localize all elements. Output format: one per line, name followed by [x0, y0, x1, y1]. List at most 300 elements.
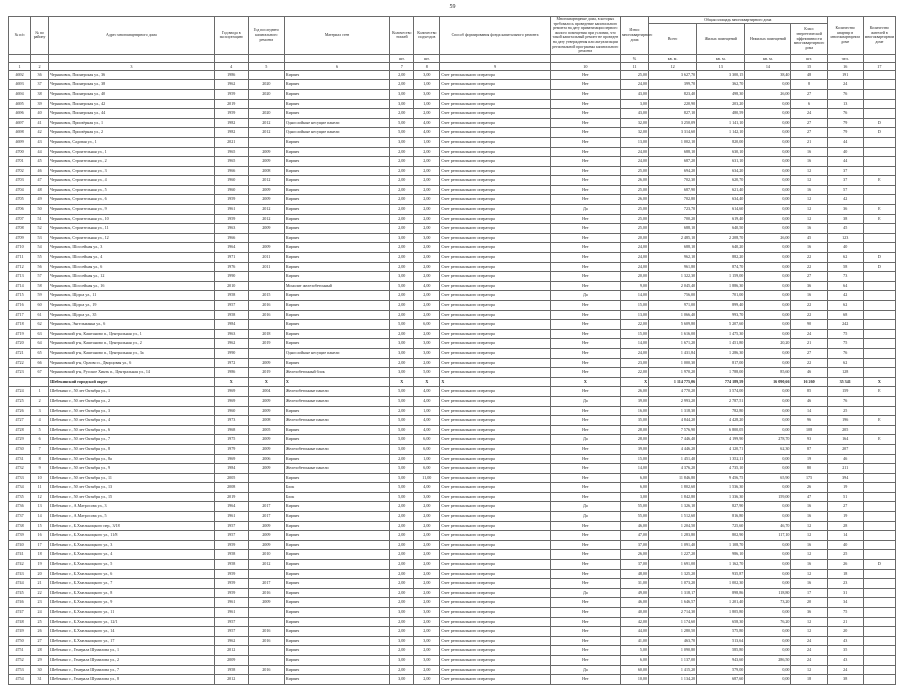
cell-a3: 0,00 [745, 253, 791, 263]
cell-cls: D [863, 262, 895, 272]
cell-cls [863, 636, 895, 646]
cell-mat: Блок [284, 492, 389, 502]
column-number: 2 [31, 62, 49, 70]
cell-n: 4749 [9, 627, 31, 637]
cell-apts: 87 [791, 444, 827, 454]
cell-fund: Счет регионального оператора [440, 608, 550, 618]
cell-apts: 16 [791, 291, 827, 301]
cell-a1: 1 802,60 [649, 483, 697, 493]
cell-a3: 0,00 [745, 176, 791, 186]
cell-fl: 5,00 [390, 281, 414, 291]
cell-a2: 687,60 [697, 675, 745, 685]
cell-a1: 1 002,10 [649, 137, 697, 147]
cell-y1: 1957 [214, 301, 248, 311]
cell-mat: Кирпич [284, 550, 389, 560]
cell-en: 2,00 [414, 205, 440, 215]
column-number: 5 [248, 62, 284, 70]
table-row [9, 550, 896, 560]
cell-a1: 702,80 [649, 195, 697, 205]
cell-apts: 12 [791, 195, 827, 205]
cell-mat: Кирпич [284, 579, 389, 589]
col-header-area-nonliving: Нежилых помещений [745, 24, 791, 55]
cell-n: 4724 [9, 387, 31, 397]
cell-y1: 1969 [214, 396, 248, 406]
cell-wear: 23,00 [620, 358, 648, 368]
cell-apts: 27 [791, 118, 827, 128]
cell-a1: 1 227,20 [649, 550, 697, 560]
cell-prev: Нет [550, 243, 620, 253]
cell-addr: Шебекино г., Б.Хмельницкого ул., 3 [49, 540, 215, 550]
cell-addr: Шебекино г., 50 лет Октября ул., 13 [49, 483, 215, 493]
cell-apts: 6 [791, 99, 827, 109]
cell-fund: Счет регионального оператора [440, 569, 550, 579]
cell-fund: Счет регионального оператора [440, 560, 550, 570]
cell-y1: 1959 [214, 214, 248, 224]
cell-fl: 5,00 [390, 435, 414, 445]
cell-wear: 3,00 [620, 492, 648, 502]
cell-n: 4699 [9, 137, 31, 147]
cell-prev: Нет [550, 233, 620, 243]
cell-a3: 0,00 [745, 224, 791, 234]
cell-fund: Счет регионального оператора [440, 301, 550, 311]
cell-n [9, 377, 31, 387]
cell-nr: 43 [31, 137, 49, 147]
table-row [9, 627, 896, 637]
cell-nr: 57 [31, 272, 49, 282]
cell-a1: 756,00 [649, 291, 697, 301]
cell-y1: 1963 [214, 329, 248, 339]
cell-fund: Счет регионального оператора [440, 137, 550, 147]
cell-fl: 3,00 [390, 272, 414, 282]
cell-prev: Нет [550, 569, 620, 579]
cell-fund: Счет регионального оператора [440, 406, 550, 416]
cell-nr: 9 [31, 464, 49, 474]
cell-en: 2,00 [414, 310, 440, 320]
cell-wear: 25,00 [620, 214, 648, 224]
cell-wear: 24,00 [620, 157, 648, 167]
cell-a1: 1 970,20 [649, 368, 697, 378]
cell-nr: 53 [31, 233, 49, 243]
cell-a1: 1 114 775,06 [649, 377, 697, 387]
cell-a2: 1 286,30 [697, 348, 745, 358]
cell-a3: 0,00 [745, 540, 791, 550]
cell-y2: 2012 [248, 560, 284, 570]
table-row [9, 128, 896, 138]
cell-addr: Шебекино г., 50 лет Октября ул., 1 [49, 387, 215, 397]
cell-apts: 16 [791, 147, 827, 157]
cell-y1: 1958 [214, 310, 248, 320]
cell-apts: 21 [791, 137, 827, 147]
cell-fund: Счет регионального оператора [440, 425, 550, 435]
cell-y2: 2020 [248, 80, 284, 90]
cell-wear: 43,00 [620, 109, 648, 119]
cell-y2 [248, 70, 284, 80]
cell-y2: 2004 [248, 387, 284, 397]
cell-prev: X [550, 377, 620, 387]
table-row [9, 224, 896, 234]
cell-fl: 2,00 [390, 310, 414, 320]
cell-res: 28 [827, 521, 863, 531]
cell-y1: 1982 [214, 118, 248, 128]
cell-a3: 0,00 [745, 646, 791, 656]
cell-prev: Нет [550, 608, 620, 618]
cell-fl: 5,00 [390, 444, 414, 454]
cell-nr: 14 [31, 512, 49, 522]
cell-fl: 3,00 [390, 675, 414, 685]
cell-y2: 2009 [248, 444, 284, 454]
cell-a2: 480,59 [697, 109, 745, 119]
cell-y2: 2012 [248, 176, 284, 186]
cell-a3: 0,00 [745, 109, 791, 119]
cell-fl: 2,00 [390, 243, 414, 253]
cell-a1: 2 485,10 [649, 233, 697, 243]
cell-res: 43 [827, 636, 863, 646]
cell-cls [863, 425, 895, 435]
cell-a3: 0,00 [745, 310, 791, 320]
cell-apts: 48 [791, 70, 827, 80]
cell-nr: 46 [31, 166, 49, 176]
cell-res: 68 [827, 310, 863, 320]
cell-wear: 6,00 [620, 483, 648, 493]
cell-a3: 62,30 [745, 444, 791, 454]
col-header-wear: Износ многоквартирного дома [620, 17, 648, 55]
cell-a2: 621,40 [697, 185, 745, 195]
cell-cls [863, 301, 895, 311]
cell-cls [863, 339, 895, 349]
cell-y1: 1961 [214, 512, 248, 522]
cell-y1: 1958 [214, 665, 248, 675]
cell-prev: Нет [550, 655, 620, 665]
cell-fl: 2,00 [390, 224, 414, 234]
cell-addr: Шебекино г., Б.Хмельницкого ул., 11/8 [49, 531, 215, 541]
cell-nr: 24 [31, 608, 49, 618]
cell-y1: 1957 [214, 531, 248, 541]
cell-n: 4727 [9, 416, 31, 426]
cell-y2: 2020 [248, 109, 284, 119]
cell-y2: 2008 [248, 166, 284, 176]
cell-a3: 0,00 [745, 147, 791, 157]
table-row [9, 492, 896, 502]
cell-prev: Нет [550, 185, 620, 195]
cell-en: 3,00 [414, 233, 440, 243]
cell-wear: 37,00 [620, 560, 648, 570]
cell-a1: 1 137,00 [649, 655, 697, 665]
cell-y1: 1966 [214, 233, 248, 243]
cell-res: 40 [827, 540, 863, 550]
cell-fund: Счет регионального оператора [440, 157, 550, 167]
cell-fund: Счет регионального оператора [440, 387, 550, 397]
cell-prev: Нет [550, 675, 620, 685]
cell-prev: Нет [550, 176, 620, 186]
cell-a2: 5 207,60 [697, 320, 745, 330]
cell-nr: 49 [31, 195, 49, 205]
cell-a1: 1 646,57 [649, 598, 697, 608]
cell-n: 4698 [9, 128, 31, 138]
cell-a2: 935,87 [697, 569, 745, 579]
cell-wear: 20,00 [620, 272, 648, 282]
cell-fund: Счет регионального оператора [440, 339, 550, 349]
cell-n: 4753 [9, 665, 31, 675]
cell-n: 4717 [9, 310, 31, 320]
cell-a2: 634,20 [697, 166, 745, 176]
cell-a3: 0,00 [745, 406, 791, 416]
cell-n: 4736 [9, 502, 31, 512]
cell-wear: 41,00 [620, 636, 648, 646]
cell-mat: Кирпич [284, 253, 389, 263]
cell-cls [863, 368, 895, 378]
cell-wear: 42,00 [620, 617, 648, 627]
cell-fl: 5,00 [390, 416, 414, 426]
column-number: 6 [284, 62, 389, 70]
cell-a1: 7 576,90 [649, 425, 697, 435]
cell-fl: 2,00 [390, 617, 414, 627]
cell-fl: 2,00 [390, 512, 414, 522]
cell-cls [863, 627, 895, 637]
cell-fund: Счет регионального оператора [440, 502, 550, 512]
cell-cls [863, 310, 895, 320]
cell-prev: Нет [550, 521, 620, 531]
cell-cls: E [863, 416, 895, 426]
cell-mat: Кирпич [284, 109, 389, 119]
cell-prev: Да [550, 291, 620, 301]
table-row [9, 118, 896, 128]
cell-n: 4747 [9, 608, 31, 618]
cell-addr: Шебекино г., 50 лет Октября ул., 8а [49, 454, 215, 464]
cell-fund: Счет регионального оператора [440, 348, 550, 358]
cell-nr: 29 [31, 655, 49, 665]
cell-fl: 2,00 [390, 329, 414, 339]
cell-n: 4723 [9, 368, 31, 378]
cell-n: 4721 [9, 348, 31, 358]
column-number: 9 [440, 62, 550, 70]
cell-n: 4735 [9, 492, 31, 502]
table-row [9, 301, 896, 311]
cell-wear: 26,00 [620, 176, 648, 186]
cell-apts: 47 [791, 492, 827, 502]
cell-res: 21 [827, 617, 863, 627]
table-row [9, 166, 896, 176]
cell-cls [863, 473, 895, 483]
cell-a2: 1 002,30 [697, 579, 745, 589]
cell-addr: Шебекино г., 50 лет Октября ул., 9 [49, 464, 215, 474]
cell-cls: D [863, 118, 895, 128]
cell-res: 73 [827, 272, 863, 282]
cell-prev: Да [550, 205, 620, 215]
cell-a1: 3 250,09 [649, 118, 697, 128]
cell-nr: 31 [31, 675, 49, 685]
cell-mat: Монолит железобетонный [284, 281, 389, 291]
cell-y1: 1962 [214, 80, 248, 90]
cell-n: 4751 [9, 646, 31, 656]
cell-addr: Черняховский р-н, Орлово п., Дворцовая ул., 6 [49, 358, 215, 368]
cell-apts: 22 [791, 310, 827, 320]
cell-y2: 2012 [248, 118, 284, 128]
cell-addr: Шебекино г., Генерала Шумилова ул., 8 [49, 675, 215, 685]
cell-nr: 3 [31, 406, 49, 416]
cell-mat: Кирпич [284, 540, 389, 550]
cell-a1: 1 090,80 [649, 646, 697, 656]
cell-wear: 24,00 [620, 80, 648, 90]
cell-res: 196 [827, 416, 863, 426]
cell-fl: 2,00 [390, 358, 414, 368]
cell-a2: 640,50 [697, 224, 745, 234]
cell-y2 [248, 646, 284, 656]
cell-en: 2,00 [414, 358, 440, 368]
cell-n: 4733 [9, 473, 31, 483]
cell-en: 2,00 [414, 512, 440, 522]
cell-en: 2,00 [414, 617, 440, 627]
cell-fund: Счет регионального оператора [440, 320, 550, 330]
cell-cls [863, 483, 895, 493]
cell-nr: 51 [31, 214, 49, 224]
cell-n: 4750 [9, 636, 31, 646]
cell-y2: 2009 [248, 147, 284, 157]
cell-a1: 1 415,20 [649, 665, 697, 675]
cell-en: 1,00 [414, 454, 440, 464]
cell-fl: 3,00 [390, 233, 414, 243]
cell-y2 [248, 569, 284, 579]
cell-a2: 827,90 [697, 502, 745, 512]
cell-mat: Кирпич [284, 588, 389, 598]
cell-wear: 9,00 [620, 281, 648, 291]
unit-area-total: кв. м. [649, 54, 697, 62]
cell-cls [863, 147, 895, 157]
cell-a3: 0,00 [745, 137, 791, 147]
cell-y1: 1957 [214, 617, 248, 627]
cell-a2: 802,90 [697, 531, 745, 541]
cell-fund: Счет регионального оператора [440, 253, 550, 263]
cell-cls [863, 224, 895, 234]
cell-cls [863, 502, 895, 512]
col-header-apartments: Количество квартир в многоквартирном доме [827, 17, 863, 55]
table-row [9, 521, 896, 531]
cell-addr: Шебекино г., А.Матросова ул., 3 [49, 502, 215, 512]
cell-a1: 4 446,20 [649, 444, 697, 454]
cell-mat: Кирпич [284, 435, 389, 445]
cell-fund: Счет регионального оператора [440, 224, 550, 234]
cell-n: 4705 [9, 195, 31, 205]
cell-apts: 16 [791, 157, 827, 167]
cell-nr: 10 [31, 473, 49, 483]
cell-res: 44 [827, 157, 863, 167]
cell-wear: 22,00 [620, 320, 648, 330]
cell-a3: 0,00 [745, 358, 791, 368]
cell-y2 [248, 675, 284, 685]
cell-en: 2,00 [414, 253, 440, 263]
cell-mat: Кирпич [284, 636, 389, 646]
cell-y1: 1960 [214, 185, 248, 195]
cell-addr: Шебекино г., 50 лет Октября ул., 11 [49, 473, 215, 483]
cell-y2 [248, 608, 284, 618]
cell-en: 2,00 [414, 588, 440, 598]
cell-a2: 631,10 [697, 157, 745, 167]
cell-prev: Нет [550, 368, 620, 378]
cell-en: 3,00 [414, 492, 440, 502]
cell-apts: 8 [791, 80, 827, 90]
cell-fund: Счет регионального оператора [440, 588, 550, 598]
column-number: 3 [49, 62, 215, 70]
cell-y1: 1984 [214, 320, 248, 330]
cell-res: 27 [827, 502, 863, 512]
cell-apts: 46 [791, 368, 827, 378]
cell-a3: 0,00 [745, 675, 791, 685]
cell-fl: 2,00 [390, 406, 414, 416]
cell-prev: Нет [550, 425, 620, 435]
cell-mat: Кирпич [284, 185, 389, 195]
cell-apts: 17 [791, 588, 827, 598]
cell-fund: Счет регионального оператора [440, 598, 550, 608]
cell-en: 3,00 [414, 636, 440, 646]
cell-en: 5,00 [414, 368, 440, 378]
cell-n: 4696 [9, 109, 31, 119]
cell-a2: 899,40 [697, 301, 745, 311]
cell-apts: 12 [791, 665, 827, 675]
cell-y1: 1958 [214, 291, 248, 301]
table-row [9, 588, 896, 598]
cell-addr: Черняховск, Строительная ул., 4 [49, 176, 215, 186]
cell-a2: 6 800,05 [697, 425, 745, 435]
cell-y2: 2009 [248, 531, 284, 541]
cell-apts: 16 [791, 560, 827, 570]
cell-prev: Нет [550, 157, 620, 167]
cell-n: 4712 [9, 262, 31, 272]
cell-fl: 2,00 [390, 550, 414, 560]
cell-res: 42 [827, 195, 863, 205]
cell-wear: 14,00 [620, 291, 648, 301]
cell-a1: 1 451,40 [649, 454, 697, 464]
cell-en: 1,00 [414, 99, 440, 109]
col-header-floors: Количество этажей [390, 17, 414, 55]
table-row [9, 531, 896, 541]
cell-fl: 3,00 [390, 89, 414, 99]
cell-a1: 688,10 [649, 147, 697, 157]
cell-addr: Шебекино г., Б.Хмельницкого пер., 3/18 [49, 521, 215, 531]
cell-res: 191 [827, 70, 863, 80]
cell-mat: Кирпич [284, 665, 389, 675]
cell-en: 4,00 [414, 118, 440, 128]
cell-a3: 38,40 [745, 70, 791, 80]
cell-fl: 2,00 [390, 176, 414, 186]
cell-addr: Черняховск, Приозёрная ул., 2 [49, 128, 215, 138]
cell-y1: 1962 [214, 339, 248, 349]
cell-a3: 0,00 [745, 99, 791, 109]
cell-nr: 42 [31, 128, 49, 138]
cell-nr: 15 [31, 521, 49, 531]
cell-fl: 3,00 [390, 137, 414, 147]
cell-mat: Кирпич [284, 617, 389, 627]
cell-a1: 1 326,10 [649, 502, 697, 512]
cell-a1: 1 431,84 [649, 348, 697, 358]
cell-apts: 26 [791, 483, 827, 493]
cell-y2: 2006 [248, 454, 284, 464]
cell-y2: 2009 [248, 224, 284, 234]
cell-y2: 2019 [248, 339, 284, 349]
cell-apts: 12 [791, 205, 827, 215]
cell-fund: Счет регионального оператора [440, 329, 550, 339]
cell-y1: 1958 [214, 560, 248, 570]
cell-y1: 2008 [214, 483, 248, 493]
cell-addr: Шебекинский городской округ [49, 377, 215, 387]
unit-apartments: шт. [791, 54, 827, 62]
cell-en: 2,00 [414, 109, 440, 119]
cell-prev: Нет [550, 301, 620, 311]
cell-en: 2,00 [414, 214, 440, 224]
cell-nr: 2 [31, 396, 49, 406]
cell-res: 38 [827, 675, 863, 685]
cell-cls [863, 444, 895, 454]
cell-en: X [414, 377, 440, 387]
cell-wear: 35,00 [620, 416, 648, 426]
